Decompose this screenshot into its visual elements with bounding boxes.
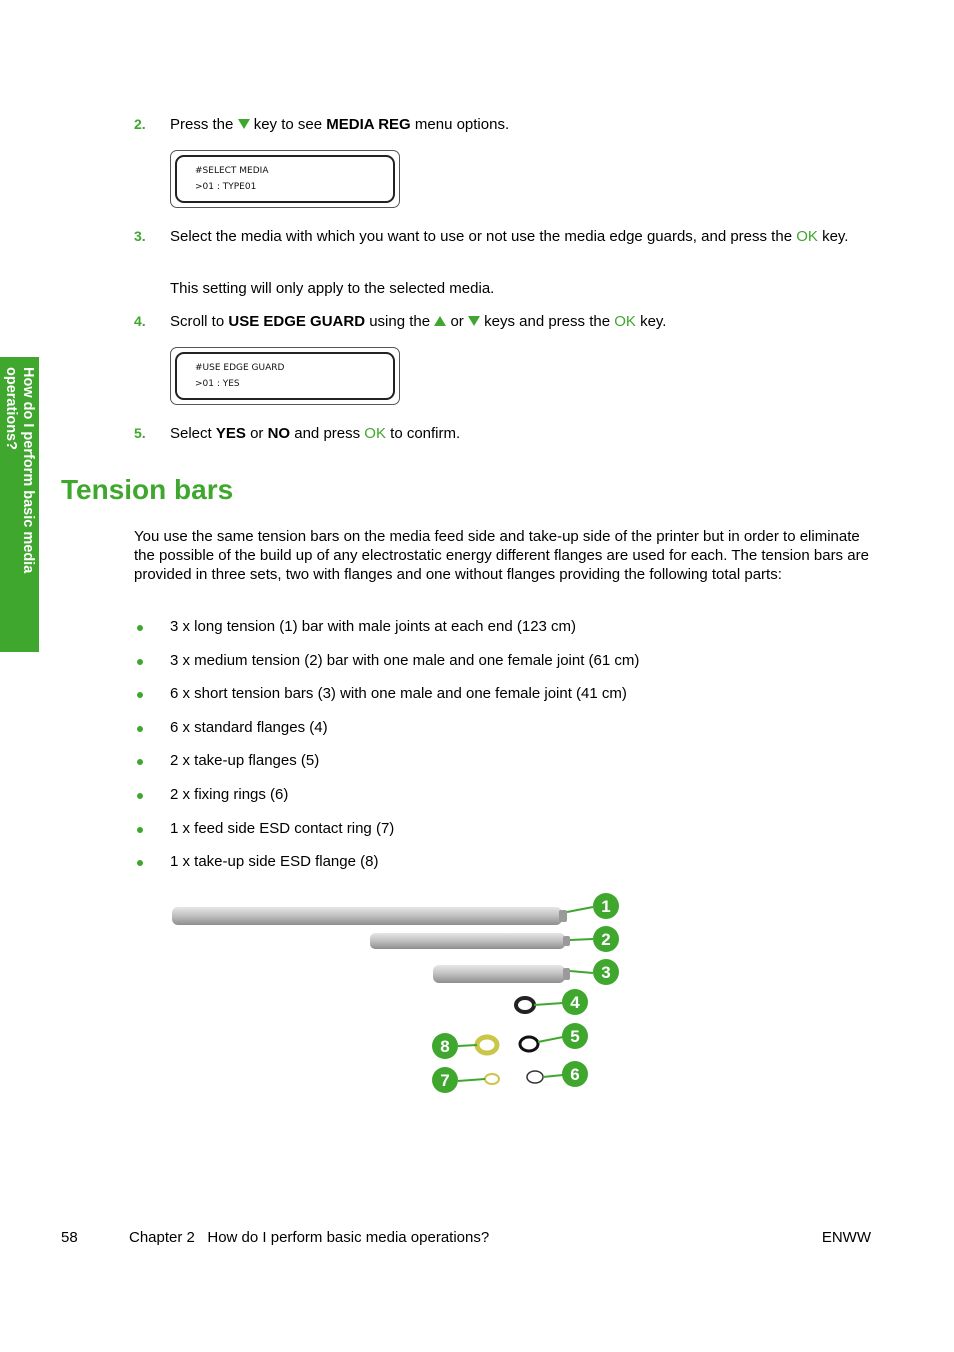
step-4-t2: using the: [369, 313, 431, 330]
bullet-icon: [137, 692, 143, 698]
list-item: [134, 785, 639, 819]
down-arrow-icon: [468, 316, 480, 326]
lcd-line-2: >01 : YES: [195, 379, 240, 389]
callout-5-icon: [562, 1023, 588, 1049]
lcd-frame: [175, 155, 395, 203]
bullet-icon: [137, 659, 143, 665]
step-4-t5: key.: [640, 313, 667, 330]
step-2-number: 2.: [134, 116, 146, 132]
step-3-text: [170, 227, 870, 246]
step-5-t1: Select: [170, 425, 212, 442]
ok-key-label: OK: [614, 313, 636, 330]
list-item-text: 2 x fixing rings (6): [170, 785, 289, 803]
callout-6-icon: [562, 1061, 588, 1087]
tension-bars-figure: [165, 885, 635, 1100]
ok-key-label: OK: [364, 425, 386, 442]
step-3-t2: key.: [822, 228, 849, 245]
lcd-display-use-edge-guard: [170, 347, 400, 405]
long-tension-bar: [172, 907, 567, 925]
step-3-note: This setting will only apply to the selected media.: [170, 280, 495, 297]
list-item: [134, 651, 639, 685]
side-tab-label: [0, 357, 39, 652]
callout-1-icon: [593, 893, 619, 919]
step-5-t2: or: [250, 425, 264, 442]
lcd-line-1: #SELECT MEDIA: [195, 166, 269, 176]
step-4-t1: Scroll to: [170, 313, 225, 330]
bullet-icon: [137, 827, 143, 833]
page-number: 58: [61, 1229, 78, 1246]
side-tab-line1: How do I perform basic media: [20, 367, 36, 574]
step-5-yes: YES: [215, 425, 246, 442]
list-item: [134, 751, 639, 785]
step-5-t3: and press: [294, 425, 361, 442]
step-4-menu-name: USE EDGE GUARD: [228, 313, 366, 330]
step-3-t1: Select the media with which you want to use or not use the media edge guards, and press the: [170, 228, 793, 245]
step-4-t4: keys and press the: [484, 313, 611, 330]
lcd-line-1: #USE EDGE GUARD: [195, 363, 285, 373]
step-5-number: 5.: [134, 425, 146, 441]
bullet-icon: [137, 625, 143, 631]
list-item-text: 1 x take-up side ESD flange (8): [170, 853, 379, 871]
short-tension-bar: [433, 965, 570, 983]
callout-6-label: 6: [570, 1065, 580, 1084]
step-2-text: [170, 115, 509, 134]
take-up-esd-flange: [477, 1037, 497, 1053]
callout-4-label: 4: [570, 993, 580, 1012]
bullet-icon: [137, 860, 143, 866]
step-2-t1: Press the: [170, 116, 234, 133]
side-tab-line2: operations?: [3, 367, 19, 450]
up-arrow-icon: [434, 316, 446, 326]
step-2-t2: key to see: [253, 116, 323, 133]
step-4-number: 4.: [134, 313, 146, 329]
list-item-text: 6 x short tension bars (3) with one male and one female joint (41 cm): [170, 685, 627, 703]
list-item: [134, 718, 639, 752]
step-4-text: [170, 312, 666, 331]
step-5-no: NO: [267, 425, 291, 442]
step-5-t4: to confirm.: [390, 425, 461, 442]
list-item-text: 3 x medium tension (2) bar with one male and one female joint (61 cm): [170, 651, 640, 669]
lcd-frame: [175, 352, 395, 400]
list-item-text: 1 x feed side ESD contact ring (7): [170, 819, 395, 837]
ok-key-label: OK: [796, 228, 818, 245]
callout-4-icon: [562, 989, 588, 1015]
section-title: Tension bars: [61, 474, 234, 505]
callout-3-label: 3: [601, 963, 611, 982]
footer-chapter: Chapter 2 How do I perform basic media operations?: [129, 1229, 490, 1246]
step-4-t3: or: [450, 313, 464, 330]
list-item: [134, 819, 639, 853]
callout-2-icon: [593, 926, 619, 952]
down-arrow-icon: [238, 119, 250, 129]
callout-5-label: 5: [570, 1027, 580, 1046]
bullet-icon: [137, 793, 143, 799]
list-item-text: 3 x long tension (1) bar with male joints at each end (123 cm): [170, 618, 577, 635]
callout-8-icon: [432, 1033, 458, 1059]
lcd-display-select-media: [170, 150, 400, 208]
take-up-flange: [520, 1037, 538, 1051]
step-2-t3: menu options.: [414, 116, 510, 133]
callout-7-icon: [432, 1067, 458, 1093]
footer-right: ENWW: [821, 1229, 871, 1246]
callout-1-label: 1: [601, 897, 611, 916]
section-paragraph: You use the same tension bars on the media feed side and take-up side of the printer but in order to eliminate the possible of the build up of any electrostatic energy different flanges are used for each. The tension bars are provided in three sets, two with flanges and one without flanges providing the following total parts:: [134, 528, 869, 583]
parts-list: [134, 617, 639, 886]
bullet-icon: [137, 759, 143, 765]
standard-flange: [516, 998, 534, 1012]
step-3-number: 3.: [134, 228, 146, 244]
callout-7-label: 7: [440, 1071, 450, 1090]
step-5-text: [170, 424, 460, 443]
feed-esd-contact-ring: [485, 1074, 499, 1084]
step-2-menu-name: MEDIA REG: [326, 116, 411, 133]
callout-8-label: 8: [440, 1037, 450, 1056]
fixing-ring: [527, 1071, 543, 1083]
list-item: [134, 852, 639, 886]
list-item-text: 2 x take-up flanges (5): [170, 752, 320, 770]
medium-tension-bar: [370, 933, 570, 949]
list-item: [134, 617, 639, 651]
list-item: [134, 684, 639, 718]
callout-3-icon: [593, 959, 619, 985]
bullet-icon: [137, 726, 143, 732]
lcd-line-2: >01 : TYPE01: [195, 182, 257, 192]
callout-2-label: 2: [601, 930, 611, 949]
list-item-text: 6 x standard flanges (4): [170, 718, 328, 736]
